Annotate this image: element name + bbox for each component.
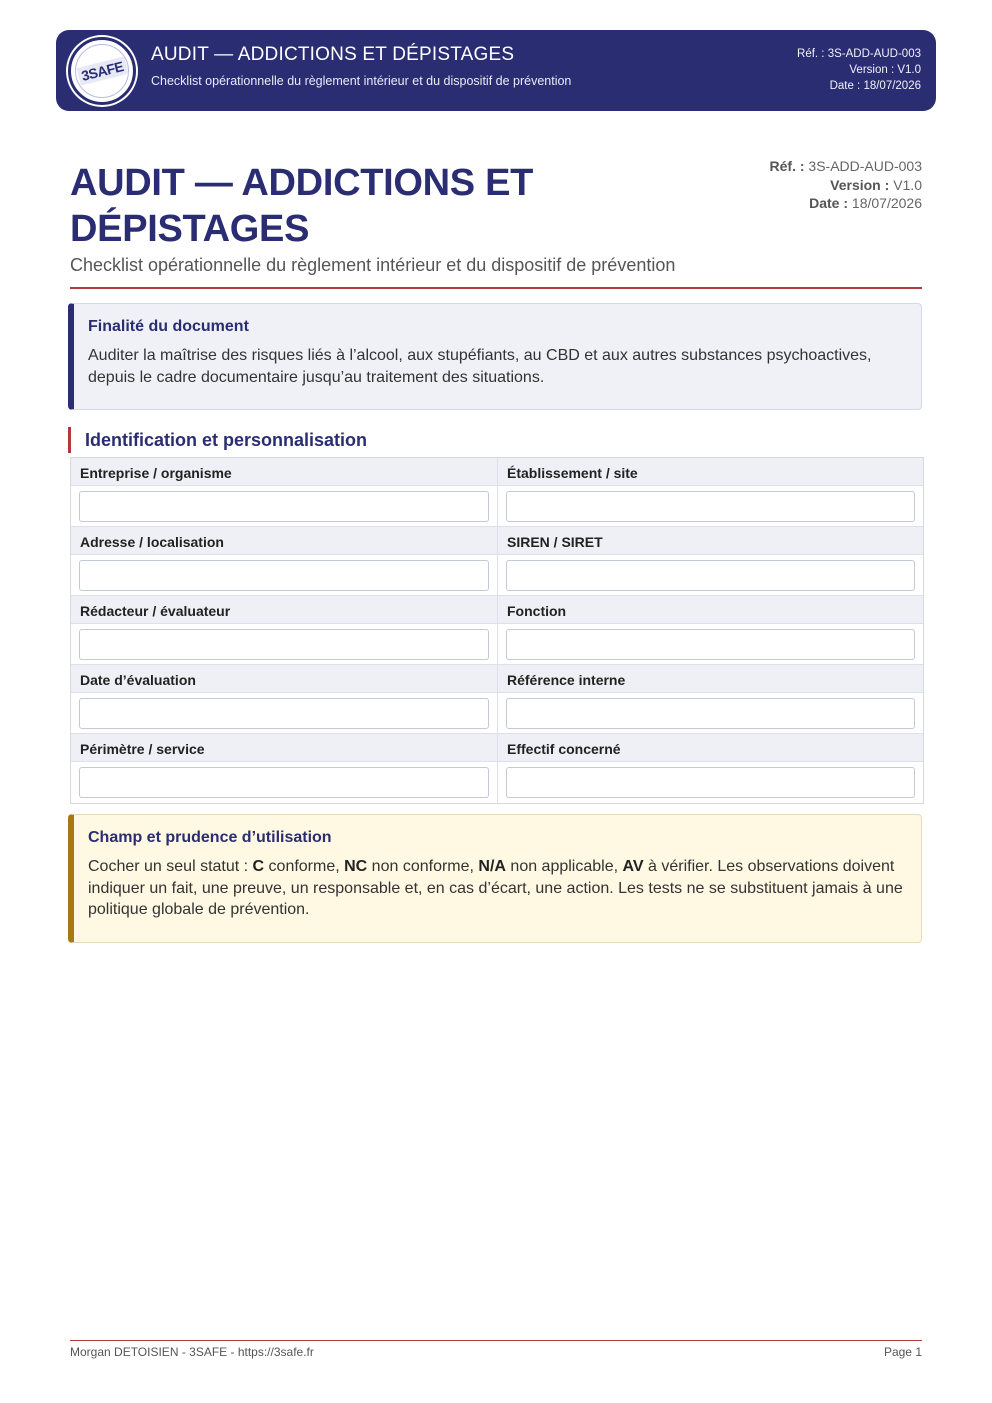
purpose-title: Finalité du document [88,318,249,335]
caution-text-1: Cocher un seul statut : [88,858,253,875]
form-input-row [71,762,923,803]
label-author: Rédacteur / évaluateur [80,603,231,619]
caution-callout [68,814,922,943]
form-label-row [71,734,923,762]
form-input-row [71,693,923,734]
address-field[interactable] [79,560,489,591]
form-input-row [71,555,923,596]
header-title: AUDIT — ADDICTIONS ET DÉPISTAGES [151,44,515,65]
doc-date-value: 18/07/2026 [851,195,922,211]
company-logo [68,37,136,105]
doc-version [770,176,922,195]
headcount-field[interactable] [506,767,915,798]
label-function: Fonction [497,596,923,623]
status-na: N/A [478,858,506,875]
siren-field[interactable] [506,560,915,591]
label-headcount: Effectif concerné [497,734,923,761]
status-av: AV [622,858,644,875]
page-number: Page 1 [883,1345,922,1359]
header-date: Date : 18/07/2026 [829,80,921,92]
doc-date [770,194,922,213]
identification-form [70,457,924,804]
doc-ref [770,157,922,176]
scope-field[interactable] [79,767,489,798]
doc-ref-value: 3S-ADD-AUD-003 [808,158,922,174]
footer-divider [70,1340,922,1341]
doc-version-value: V1.0 [893,176,922,193]
label-scope: Périmètre / service [80,741,205,757]
caution-text-4: non applicable, [505,858,623,875]
document-title: AUDIT — ADDICTIONS ET DÉPISTAGES [70,162,534,250]
internal-ref-field[interactable] [506,698,915,729]
status-nc: NC [344,858,368,875]
status-c: C [252,858,265,875]
header-meta [797,46,921,94]
doc-date-label: Date : [809,195,849,211]
form-label-row [71,458,923,486]
document-subtitle: Checklist opérationnelle du règlement intérieur et du dispositif de prévention [70,255,676,275]
identification-heading: Identification et personnalisation [68,427,367,453]
caution-text-3: non conforme, [367,858,479,875]
form-label-row [71,596,923,624]
label-eval-date: Date d’évaluation [80,672,196,688]
site-field[interactable] [506,491,915,522]
caution-title: Champ et prudence d’utilisation [88,829,332,846]
purpose-callout [68,303,922,410]
header-band [56,30,936,111]
doc-ref-label: Réf. : [769,158,805,174]
label-company: Entreprise / organisme [80,465,232,481]
header-subtitle: Checklist opérationnelle du règlement intérieur et du dispositif de prévention [151,74,572,88]
form-input-row [71,486,923,527]
title-divider [70,287,922,289]
label-internal-ref: Référence interne [497,665,923,692]
label-address: Adresse / localisation [80,534,224,550]
form-label-row [71,527,923,555]
caution-text-2: conforme, [264,858,345,875]
logo-text: 3SAFE [76,56,128,85]
caution-text [88,856,903,921]
form-label-row [71,665,923,693]
company-field[interactable] [79,491,489,522]
author-field[interactable] [79,629,489,660]
footer-author: Morgan DETOISIEN - 3SAFE - https://3safe.fr [70,1345,314,1359]
label-siren: SIREN / SIRET [497,527,923,554]
label-site: Établissement / site [497,458,923,485]
doc-version-label: Version : [830,176,890,193]
header-version: Version : V1.0 [849,64,921,76]
purpose-text: Auditer la maîtrise des risques liés à l’alcool, aux stupéfiants, au CBD et aux autres substances psychoactives, depuis le cadre documentaire jusqu’au traitement des situations. [88,347,872,386]
eval-date-field[interactable] [79,698,489,729]
caution-text-5: à vérifier. Les observations doivent indiquer un fait, une preuve, un responsable et, en cas d’écart, une action. Les tests ne se substituent jamais à une politique globale de prévention. [88,858,903,918]
document-meta [770,157,922,213]
function-field[interactable] [506,629,915,660]
header-ref: Réf. : 3S-ADD-AUD-003 [797,48,921,60]
form-input-row [71,624,923,665]
